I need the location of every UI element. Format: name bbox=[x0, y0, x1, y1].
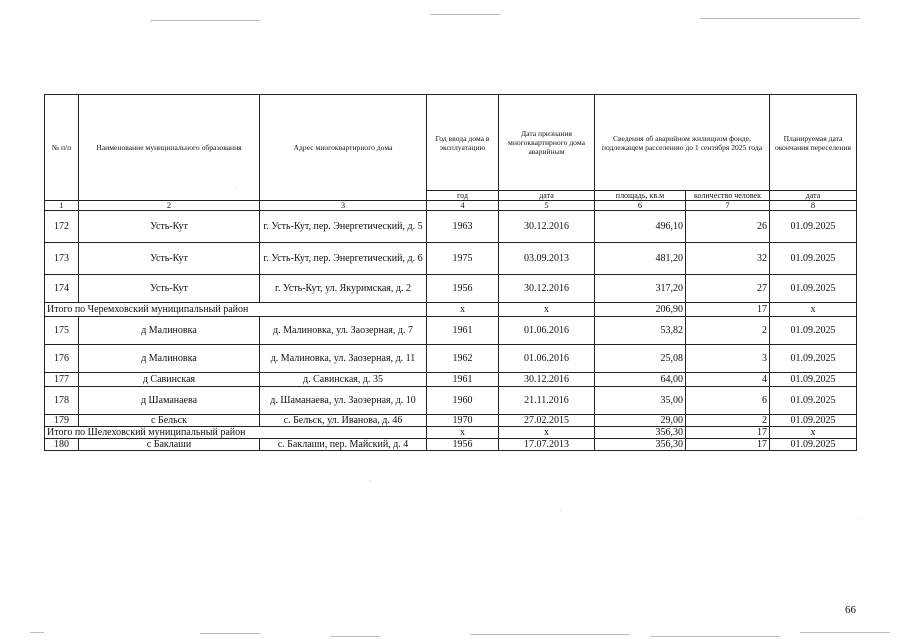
column-number: 8 bbox=[770, 201, 857, 211]
subheader-year: год bbox=[427, 191, 499, 201]
cell-date: 01.06.2016 bbox=[499, 317, 595, 345]
cell-year: 1956 bbox=[427, 439, 499, 451]
cell-year: 1970 bbox=[427, 415, 499, 427]
cell-people: 32 bbox=[686, 243, 770, 275]
cell-planned: x bbox=[770, 303, 857, 317]
cell-planned: 01.09.2025 bbox=[770, 275, 857, 303]
cell-area: 29,00 bbox=[595, 415, 686, 427]
cell-year: 1956 bbox=[427, 275, 499, 303]
cell-date: 17.07.2013 bbox=[499, 439, 595, 451]
cell-year: 1975 bbox=[427, 243, 499, 275]
column-number: 3 bbox=[260, 201, 427, 211]
cell-address: д. Савинская, д. 35 bbox=[260, 373, 427, 387]
cell-date: 21.11.2016 bbox=[499, 387, 595, 415]
cell-planned: 01.09.2025 bbox=[770, 243, 857, 275]
cell-planned: 01.09.2025 bbox=[770, 345, 857, 373]
column-number: 6 bbox=[595, 201, 686, 211]
cell-address: д. Малиновка, ул. Заозерная, д. 11 bbox=[260, 345, 427, 373]
cell-date: 01.06.2016 bbox=[499, 345, 595, 373]
cell-num: 177 bbox=[45, 373, 79, 387]
table-row bbox=[45, 345, 857, 373]
cell-address: д. Шаманаева, ул. Заозерная, д. 10 bbox=[260, 387, 427, 415]
cell-people: 4 bbox=[686, 373, 770, 387]
cell-num: 172 bbox=[45, 211, 79, 243]
cell-people: 17 bbox=[686, 303, 770, 317]
cell-people: 17 bbox=[686, 439, 770, 451]
cell-num: 174 bbox=[45, 275, 79, 303]
cell-planned: 01.09.2025 bbox=[770, 439, 857, 451]
cell-num: 179 bbox=[45, 415, 79, 427]
cell-area: 53,82 bbox=[595, 317, 686, 345]
subheader-area: площадь, кв.м bbox=[595, 191, 686, 201]
cell-year: 1963 bbox=[427, 211, 499, 243]
table-row bbox=[45, 317, 857, 345]
scan-artifact-line bbox=[700, 18, 860, 19]
cell-planned: 01.09.2025 bbox=[770, 211, 857, 243]
scan-artifact-line bbox=[470, 634, 630, 635]
scan-artifact-dot bbox=[860, 518, 861, 519]
column-number: 5 bbox=[499, 201, 595, 211]
col-header-municipality: Наименование муниципального образования bbox=[79, 95, 260, 201]
cell-date: 27.02.2015 bbox=[499, 415, 595, 427]
cell-address: д. Малиновка, ул. Заозерная, д. 7 bbox=[260, 317, 427, 345]
cell-date: 30.12.2016 bbox=[499, 275, 595, 303]
table-row bbox=[45, 373, 857, 387]
subheader-date: дата bbox=[499, 191, 595, 201]
cell-planned: 01.09.2025 bbox=[770, 317, 857, 345]
scan-artifact-line bbox=[30, 632, 44, 633]
total-label: Итого по Шелеховский муниципальный район bbox=[45, 427, 427, 439]
cell-planned: 01.09.2025 bbox=[770, 387, 857, 415]
scan-artifact-line bbox=[800, 632, 890, 633]
scan-artifact-line bbox=[430, 14, 500, 15]
cell-municipality: д Шаманаева bbox=[79, 387, 260, 415]
cell-num: 175 bbox=[45, 317, 79, 345]
subheader-people: количество человек bbox=[686, 191, 770, 201]
col-header-date-recognized: Дата признания многоквартирного дома аварийным bbox=[499, 95, 595, 191]
table-row bbox=[45, 243, 857, 275]
scan-artifact-line bbox=[150, 20, 260, 21]
cell-year: x bbox=[427, 427, 499, 439]
col-header-num: № п/п bbox=[45, 95, 79, 201]
cell-people: 6 bbox=[686, 387, 770, 415]
cell-municipality: с Бельск bbox=[79, 415, 260, 427]
cell-people: 2 bbox=[686, 317, 770, 345]
cell-area: 496,10 bbox=[595, 211, 686, 243]
cell-area: 481,20 bbox=[595, 243, 686, 275]
cell-year: 1962 bbox=[427, 345, 499, 373]
scan-artifact-line bbox=[650, 636, 780, 637]
scan-artifact-dot bbox=[370, 480, 371, 481]
cell-date: 30.12.2016 bbox=[499, 373, 595, 387]
total-label: Итого по Черемховский муниципальный район bbox=[45, 303, 427, 317]
cell-planned: x bbox=[770, 427, 857, 439]
table-row bbox=[45, 415, 857, 427]
cell-year: 1961 bbox=[427, 373, 499, 387]
cell-planned: 01.09.2025 bbox=[770, 373, 857, 387]
cell-address: с. Бельск, ул. Иванова, д. 46 bbox=[260, 415, 427, 427]
cell-area: 317,20 bbox=[595, 275, 686, 303]
total-row bbox=[45, 303, 857, 317]
cell-address: с. Баклаши, пер. Майский, д. 4 bbox=[260, 439, 427, 451]
col-header-planned-end: Планируемая дата окончания переселения bbox=[770, 95, 857, 191]
cell-municipality: д Савинская bbox=[79, 373, 260, 387]
scan-artifact-dot bbox=[560, 510, 561, 511]
cell-num: 178 bbox=[45, 387, 79, 415]
cell-date: 03.09.2013 bbox=[499, 243, 595, 275]
column-number: 2 bbox=[79, 201, 260, 211]
cell-year: 1961 bbox=[427, 317, 499, 345]
cell-address: г. Усть-Кут, пер. Энергетический, д. 5 bbox=[260, 211, 427, 243]
housing-table bbox=[44, 94, 857, 451]
cell-date: x bbox=[499, 303, 595, 317]
column-number: 1 bbox=[45, 201, 79, 211]
subheader-planned-date: дата bbox=[770, 191, 857, 201]
cell-area: 206,90 bbox=[595, 303, 686, 317]
cell-num: 176 bbox=[45, 345, 79, 373]
cell-municipality: Усть-Кут bbox=[79, 275, 260, 303]
cell-municipality: д Малиновка bbox=[79, 317, 260, 345]
cell-num: 180 bbox=[45, 439, 79, 451]
scan-artifact-line bbox=[200, 633, 260, 634]
cell-area: 35,00 bbox=[595, 387, 686, 415]
cell-address: г. Усть-Кут, пер. Энергетический, д. 6 bbox=[260, 243, 427, 275]
table-row bbox=[45, 439, 857, 451]
col-header-info-group: Сведения об аварийном жилищном фонде, подлежащем расселению до 1 сентября 2025 года bbox=[595, 95, 770, 191]
table-row bbox=[45, 387, 857, 415]
table-row bbox=[45, 275, 857, 303]
page-number: 66 bbox=[845, 604, 856, 616]
cell-municipality: д Малиновка bbox=[79, 345, 260, 373]
col-header-address: Адрес многоквартирного дома bbox=[260, 95, 427, 201]
cell-area: 25,08 bbox=[595, 345, 686, 373]
cell-area: 356,30 bbox=[595, 439, 686, 451]
cell-date: 30.12.2016 bbox=[499, 211, 595, 243]
cell-municipality: Усть-Кут bbox=[79, 211, 260, 243]
cell-date: x bbox=[499, 427, 595, 439]
cell-people: 2 bbox=[686, 415, 770, 427]
scan-artifact-line bbox=[330, 636, 380, 637]
header-row bbox=[45, 95, 857, 191]
cell-area: 356,30 bbox=[595, 427, 686, 439]
table-row bbox=[45, 211, 857, 243]
cell-municipality: Усть-Кут bbox=[79, 243, 260, 275]
cell-planned: 01.09.2025 bbox=[770, 415, 857, 427]
column-number-row bbox=[45, 201, 857, 211]
cell-num: 173 bbox=[45, 243, 79, 275]
cell-people: 3 bbox=[686, 345, 770, 373]
cell-municipality: с Баклаши bbox=[79, 439, 260, 451]
total-row bbox=[45, 427, 857, 439]
column-number: 7 bbox=[686, 201, 770, 211]
cell-people: 27 bbox=[686, 275, 770, 303]
cell-area: 64,00 bbox=[595, 373, 686, 387]
col-header-year-built: Год ввода дома в эксплуатацию bbox=[427, 95, 499, 191]
cell-people: 17 bbox=[686, 427, 770, 439]
cell-people: 26 bbox=[686, 211, 770, 243]
cell-year: 1960 bbox=[427, 387, 499, 415]
cell-year: x bbox=[427, 303, 499, 317]
column-number: 4 bbox=[427, 201, 499, 211]
cell-address: г. Усть-Кут, ул. Якуримская, д. 2 bbox=[260, 275, 427, 303]
